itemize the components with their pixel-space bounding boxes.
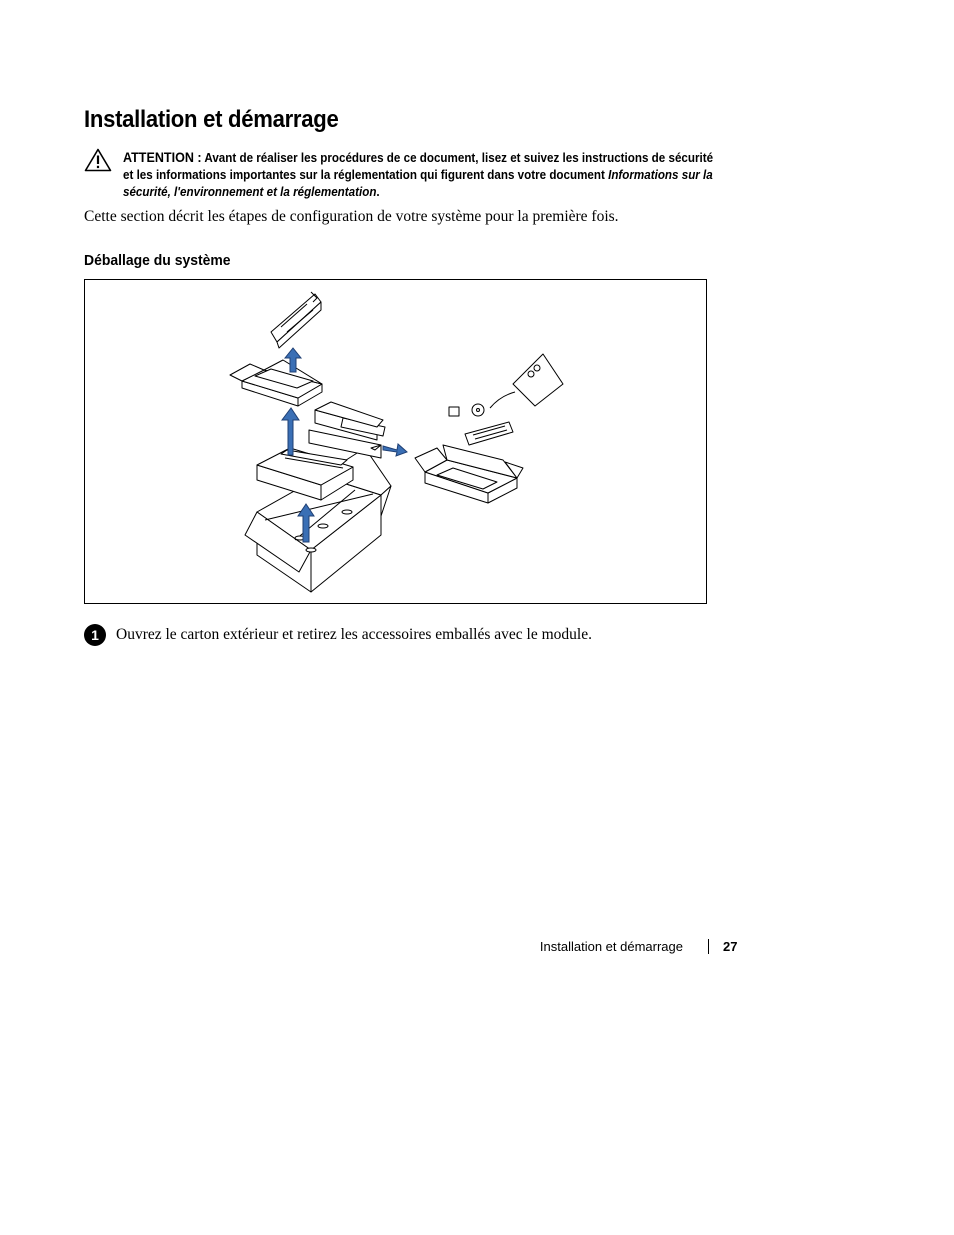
caution-document-name: Informations sur la sécurité, l'environnement et la réglementation xyxy=(123,168,713,199)
intro-paragraph: Cette section décrit les étapes de configuration de votre système pour la première fois. xyxy=(84,208,619,225)
caution-end: . xyxy=(376,185,380,199)
page-footer xyxy=(0,939,954,957)
unpacking-illustration xyxy=(85,280,707,604)
unpacking-figure xyxy=(84,279,707,604)
caution-label: ATTENTION : xyxy=(123,150,202,165)
step-number-badge: 1 xyxy=(84,624,106,646)
footer-divider xyxy=(708,939,709,954)
page-title: Installation et démarrage xyxy=(84,106,339,133)
rail-box xyxy=(230,360,322,406)
caution-text xyxy=(123,149,718,201)
footer-page-number: 27 xyxy=(723,939,738,954)
caution-body: Avant de réaliser les procédures de ce document, lisez et suivez les instructions de sécurité et les informations importantes sur la réglementation qui figurent dans votre document xyxy=(123,151,714,182)
step-text: Ouvrez le carton extérieur et retirez les accessoires emballés avec le module. xyxy=(116,626,592,643)
accessory-box xyxy=(415,445,523,503)
warning-triangle-icon xyxy=(84,148,112,172)
section-title: Déballage du système xyxy=(84,252,231,269)
footer-chapter-title: Installation et démarrage xyxy=(539,939,683,954)
accessories xyxy=(449,354,563,445)
rail-kit xyxy=(271,292,321,348)
